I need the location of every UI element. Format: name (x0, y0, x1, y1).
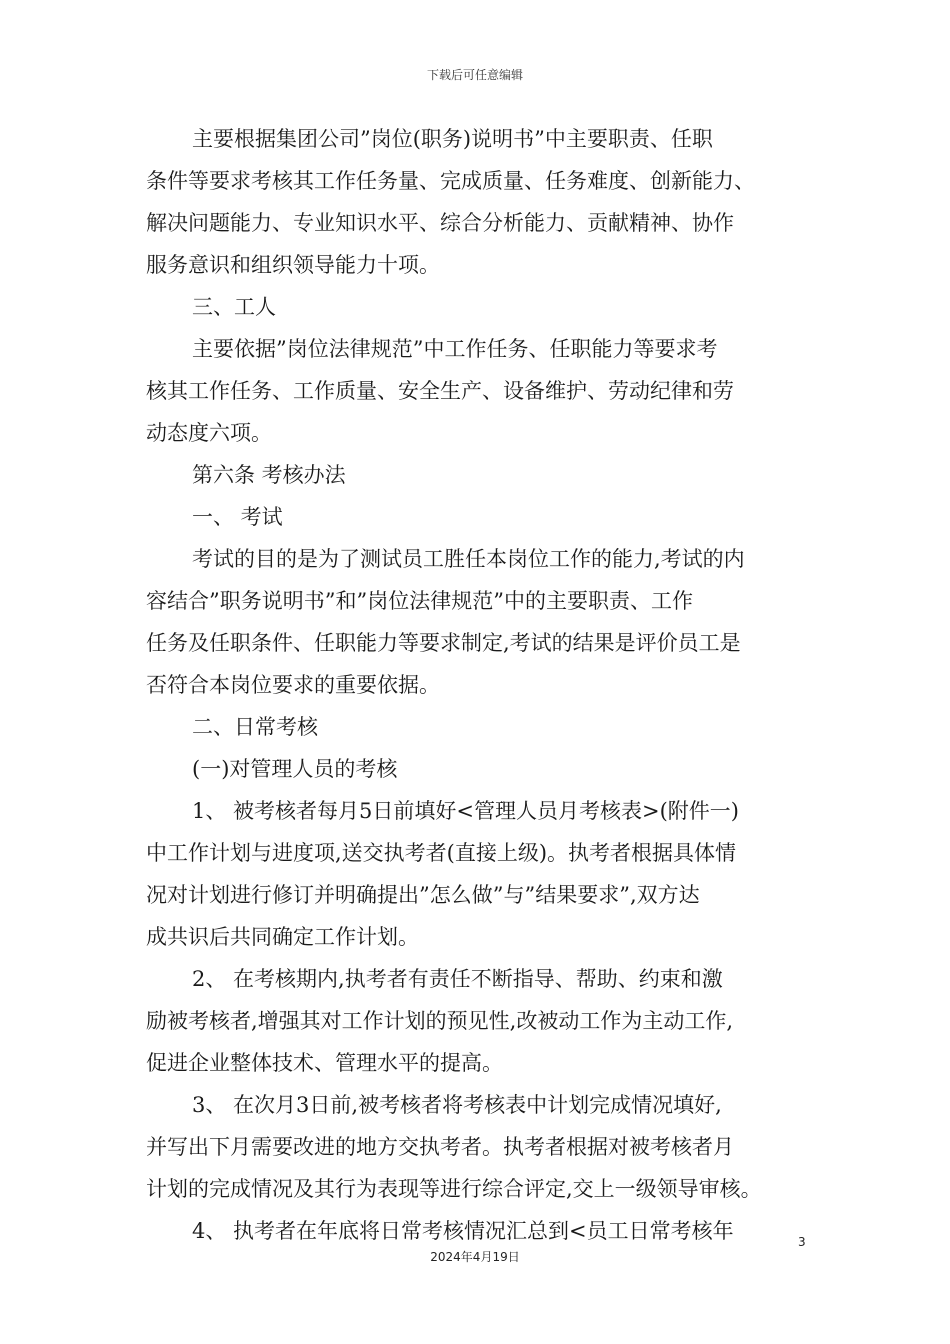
section-heading: 一、 考试 (192, 505, 283, 529)
list-item-line: 4、 执考者在年底将日常考核情况汇总到<员工日常考核年 (192, 1219, 734, 1243)
text-line: 主要根据集团公司”岗位(职务)说明书”中主要职责、任职 (192, 127, 713, 151)
text-line: 动态度六项。 (146, 421, 272, 445)
list-item-line: 2、 在考核期内,执考者有责任不断指导、帮助、约束和激 (192, 967, 723, 991)
document-body (146, 118, 826, 1252)
section-heading: 二、日常考核 (192, 715, 318, 739)
text-line: 考试的目的是为了测试员工胜任本岗位工作的能力,考试的内 (192, 547, 745, 571)
text-line: 任务及任职条件、任职能力等要求制定,考试的结果是评价员工是 (146, 631, 741, 655)
text-line: 励被考核者,增强其对工作计划的预见性,改被动工作为主动工作, (146, 1009, 734, 1033)
text-line: 主要依据”岗位法律规范”中工作任务、任职能力等要求考 (192, 337, 718, 361)
text-line: 促进企业整体技术、管理水平的提高。 (146, 1051, 503, 1075)
page-footer-date: 2024年4月19日 (430, 1250, 520, 1264)
page-number: 3 (798, 1235, 806, 1249)
list-item-line: 1、 被考核者每月5日前填好<管理人员月考核表>(附件一) (192, 799, 739, 823)
text-line: 况对计划进行修订并明确提出”怎么做”与”结果要求”,双方达 (146, 883, 700, 907)
text-line: 并写出下月需要改进的地方交执考者。执考者根据对被考核者月 (146, 1135, 734, 1159)
text-line: 条件等要求考核其工作任务量、完成质量、任务难度、创新能力、 (146, 169, 755, 193)
article-heading: 第六条 考核办法 (192, 463, 346, 487)
page-header: 下载后可任意编辑 (426, 68, 523, 82)
text-line: 容结合”职务说明书”和”岗位法律规范”中的主要职责、工作 (146, 589, 693, 613)
text-line: 服务意识和组织领导能力十项。 (146, 253, 440, 277)
subsection-heading: (一)对管理人员的考核 (192, 757, 398, 781)
text-line: 核其工作任务、工作质量、安全生产、设备维护、劳动纪律和劳 (146, 379, 734, 403)
section-heading: 三、工人 (192, 295, 276, 319)
list-item-line: 3、 在次月3日前,被考核者将考核表中计划完成情况填好, (192, 1093, 722, 1117)
text-line: 成共识后共同确定工作计划。 (146, 925, 419, 949)
text-line: 解决问题能力、专业知识水平、综合分析能力、贡献精神、协作 (146, 211, 734, 235)
text-line: 否符合本岗位要求的重要依据。 (146, 673, 440, 697)
text-line: 中工作计划与进度项,送交执考者(直接上级)。执考者根据具体情 (146, 841, 737, 865)
text-line: 计划的完成情况及其行为表现等进行综合评定,交上一级领导审核。 (146, 1177, 762, 1201)
